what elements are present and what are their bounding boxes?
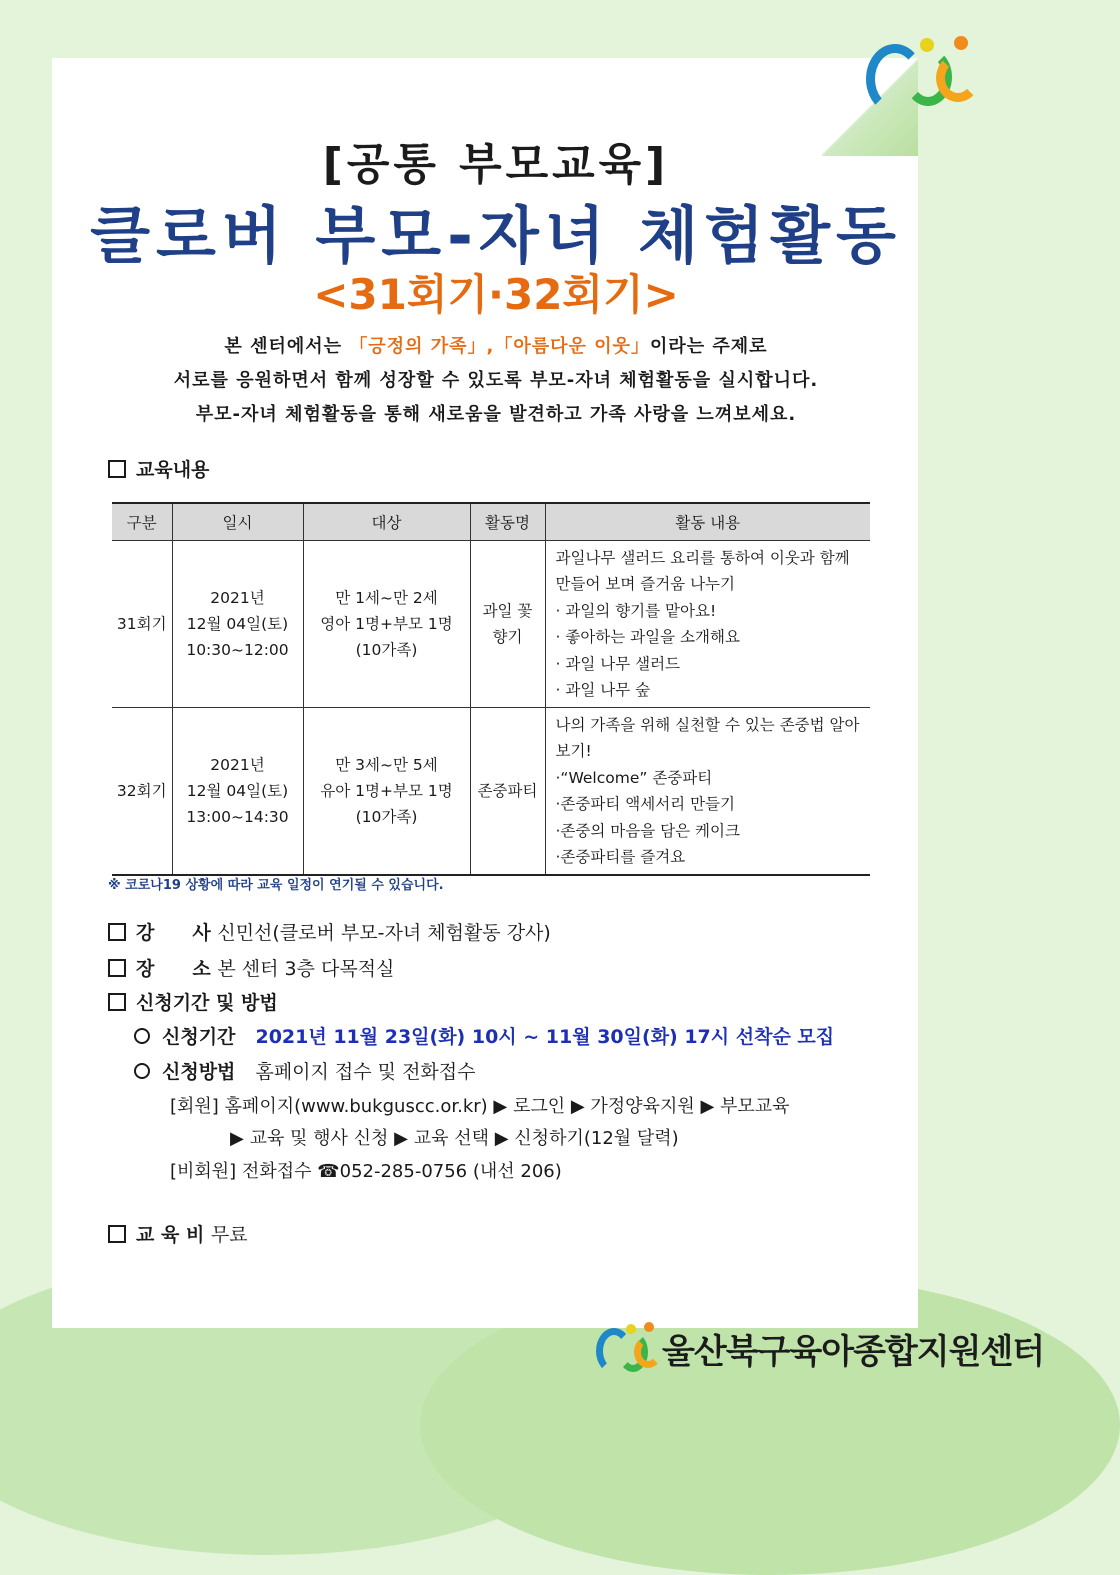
activity-content-cell: 나의 가족을 위해 실천할 수 있는 존중법 알아보기! ·“Welcome” 존중파티 ·존중파티 액세서리 만들기 ·존중의 마음을 담은 케이크 ·존중파티를 즐겨요 <box>545 708 870 876</box>
target-cell: 만 3세~만 5세 유아 1명+부모 1명 (10가족) <box>303 708 470 876</box>
date-cell: 2021년 12월 04일(토) 10:30~12:00 <box>172 541 303 708</box>
checkbox-square-icon <box>108 959 126 977</box>
instructor-value: 신민선(클로버 부모-자녀 체험활동 강사) <box>217 922 551 944</box>
fee-value: 무료 <box>210 1224 248 1246</box>
col-header: 구분 <box>112 503 172 541</box>
apply-method-row: 신청방법 홈페이지 접수 및 전화접수 <box>134 1057 475 1084</box>
activity-name-cell: 과일 꽃 향기 <box>470 541 545 708</box>
target-cell: 만 1세~만 2세 영아 1명+부모 1명 (10가족) <box>303 541 470 708</box>
intro-line-1: 본 센터에서는 「긍정의 가족」,「아름다운 이웃」이라는 주제로 <box>224 336 768 357</box>
education-table <box>112 502 870 876</box>
col-header: 활동 내용 <box>545 503 870 541</box>
center-logo-icon <box>862 34 980 106</box>
checkbox-square-icon <box>108 460 126 478</box>
theme-beautiful-neighbor: 「아름다운 이웃」 <box>494 336 650 357</box>
apply-heading: 신청기간 및 방법 <box>108 988 278 1015</box>
intro-line-3: 부모-자녀 체험활동을 통해 새로움을 발견하고 가족 사랑을 느껴보세요. <box>195 404 797 425</box>
member-steps-line2: ▶ 교육 및 행사 신청 ▶ 교육 선택 ▶ 신청하기(12월 달력) <box>230 1128 679 1149</box>
intro-line-2: 서로를 응원하면서 함께 성장할 수 있도록 부모-자녀 체험활동을 실시합니다. <box>173 370 819 391</box>
instructor-row: 강 사 신민선(클로버 부모-자녀 체험활동 강사) <box>108 918 551 945</box>
org-name: 울산북구육아종합지원센터 <box>662 1332 1045 1372</box>
fee-row: 교 육 비 무료 <box>108 1220 248 1247</box>
footer-logo <box>596 1318 1045 1378</box>
table-header-row <box>112 503 870 541</box>
circle-bullet-icon <box>134 1028 150 1044</box>
member-steps-line1: [회원] 홈페이지(www.bukguscc.or.kr) ▶ 로그인 ▶ 가정양육지원 ▶ 부모교육 <box>170 1096 790 1117</box>
col-header: 활동명 <box>470 503 545 541</box>
session-subtitle: <31회기·32회기> <box>313 270 679 319</box>
apply-period-value: 2021년 11월 23일(화) 10시 ~ 11월 30일(화) 17시 선착순 모집 <box>255 1026 835 1048</box>
activity-name-cell: 존중파티 <box>470 708 545 876</box>
covid-note: ※ 코로나19 상황에 따라 교육 일정이 연기될 수 있습니다. <box>108 878 444 893</box>
activity-content-cell: 과일나무 샐러드 요리를 통하여 이웃과 함께 만들어 보며 즐거움 나누기 · 과일의 향기를 맡아요! · 좋아하는 과일을 소개해요 · 과일 나무 샐러드 · 과일 나무 숲 <box>545 541 870 708</box>
session-cell: 31회기 <box>112 541 172 708</box>
checkbox-square-icon <box>108 923 126 941</box>
date-cell: 2021년 12월 04일(토) 13:00~14:30 <box>172 708 303 876</box>
col-header: 일시 <box>172 503 303 541</box>
table-row <box>112 541 870 708</box>
center-logo-icon <box>596 1322 658 1372</box>
nonmember-phone: [비회원] 전화접수 ☎052-285-0756 (내선 206) <box>170 1161 562 1182</box>
theme-positive-family: 「긍정의 가족」 <box>349 336 487 357</box>
location-row: 장 소 본 센터 3층 다목적실 <box>108 954 394 981</box>
intro-text <box>0 330 992 432</box>
main-title: 클로버 부모-자녀 체험활동 <box>90 199 902 272</box>
checkbox-square-icon <box>108 1225 126 1243</box>
location-value: 본 센터 3층 다목적실 <box>217 958 395 980</box>
apply-method-value: 홈페이지 접수 및 전화접수 <box>255 1061 476 1083</box>
session-cell: 32회기 <box>112 708 172 876</box>
category-title: [공통 부모교육] <box>322 139 670 190</box>
checkbox-square-icon <box>108 993 126 1011</box>
apply-period-row: 신청기간 2021년 11월 23일(화) 10시 ~ 11월 30일(화) 17시 선착순 모집 <box>134 1022 834 1049</box>
circle-bullet-icon <box>134 1063 150 1079</box>
col-header: 대상 <box>303 503 470 541</box>
section-content-heading: 교육내용 <box>108 455 209 482</box>
table-row <box>112 708 870 876</box>
